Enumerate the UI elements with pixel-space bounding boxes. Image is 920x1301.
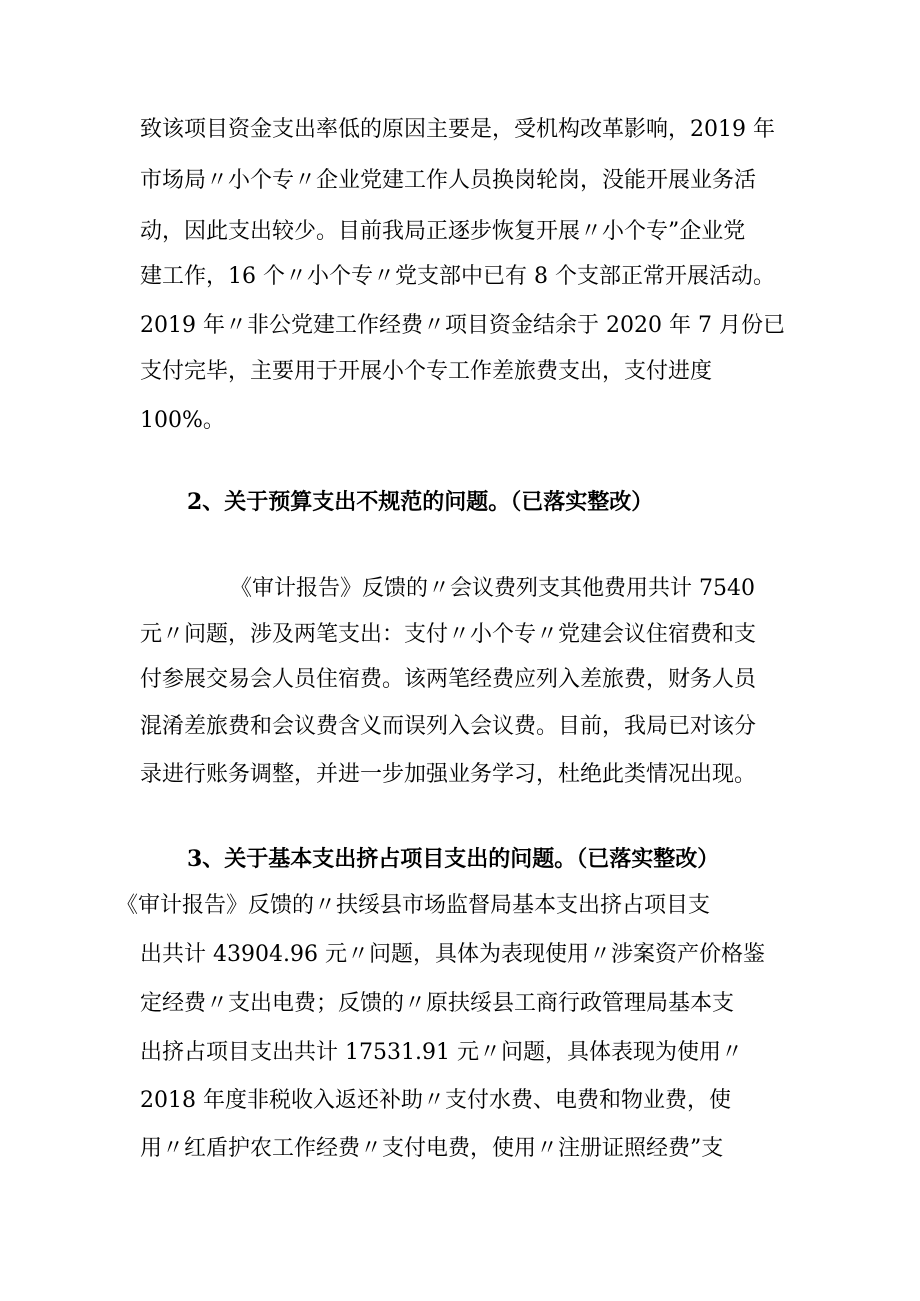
text-line: 市场局〃小个专〃企业党建工作人员换岗轮岗，没能开展业务活: [140, 168, 757, 193]
text-line: 2019 年〃非公党建工作经费〃项目资金结余于 2020 年 7 月份已: [140, 313, 785, 338]
text-line: 元〃问题，涉及两笔支出：支付〃小个专〃党建会议住宿费和支: [140, 622, 757, 647]
text-line: 《审计报告》反馈的〃扶绥县市场监督局基本支出挤占项目支: [116, 893, 711, 918]
text-line: 动，因此支出较少。目前我局正逐步恢复开展〃小个专”企业党: [140, 219, 746, 244]
text-line: 混淆差旅费和会议费含义而误列入会议费。目前，我局已对该分: [140, 714, 757, 739]
text-line: 《审计报告》反馈的〃会议费列支其他费用共计 7540: [230, 576, 755, 601]
text-line: 100%。: [140, 408, 225, 433]
text-line: 出挤占项目支出共计 17531.91 元〃问题，具体表现为使用〃: [140, 1040, 743, 1065]
text-line: 定经费〃支出电费；反馈的〃原扶绥县工商行政管理局基本支: [140, 991, 735, 1016]
text-line: 付参展交易会人员住宿费。该两笔经费应列入差旅费，财务人员: [140, 667, 757, 692]
text-line: 出共计 43904.96 元〃问题，具体为表现使用〃涉案资产价格鉴: [140, 942, 765, 967]
text-line: 2018 年度非税收入返还补助〃支付水费、电费和物业费，使: [140, 1088, 731, 1113]
text-line: 用〃红盾护农工作经费〃支付电费，使用〃注册证照经费”支: [140, 1136, 724, 1161]
text-line: 致该项目资金支出率低的原因主要是，受机构改革影响，2019 年: [140, 117, 775, 142]
text-line: 录进行账务调整，并进一步加强业务学习，杜绝此类情况出现。: [140, 762, 757, 787]
text-line: 建工作，16 个〃小个专〃党支部中已有 8 个支部正常开展活动。: [140, 264, 775, 289]
text-line: 支付完毕，主要用于开展小个专工作差旅费支出，支付进度: [140, 359, 713, 384]
section-heading-3: 3、关于基本支出挤占项目支出的问题。（已落实整改）: [187, 846, 720, 872]
section-heading-2: 2、关于预算支出不规范的问题。（已落实整改）: [187, 489, 654, 515]
